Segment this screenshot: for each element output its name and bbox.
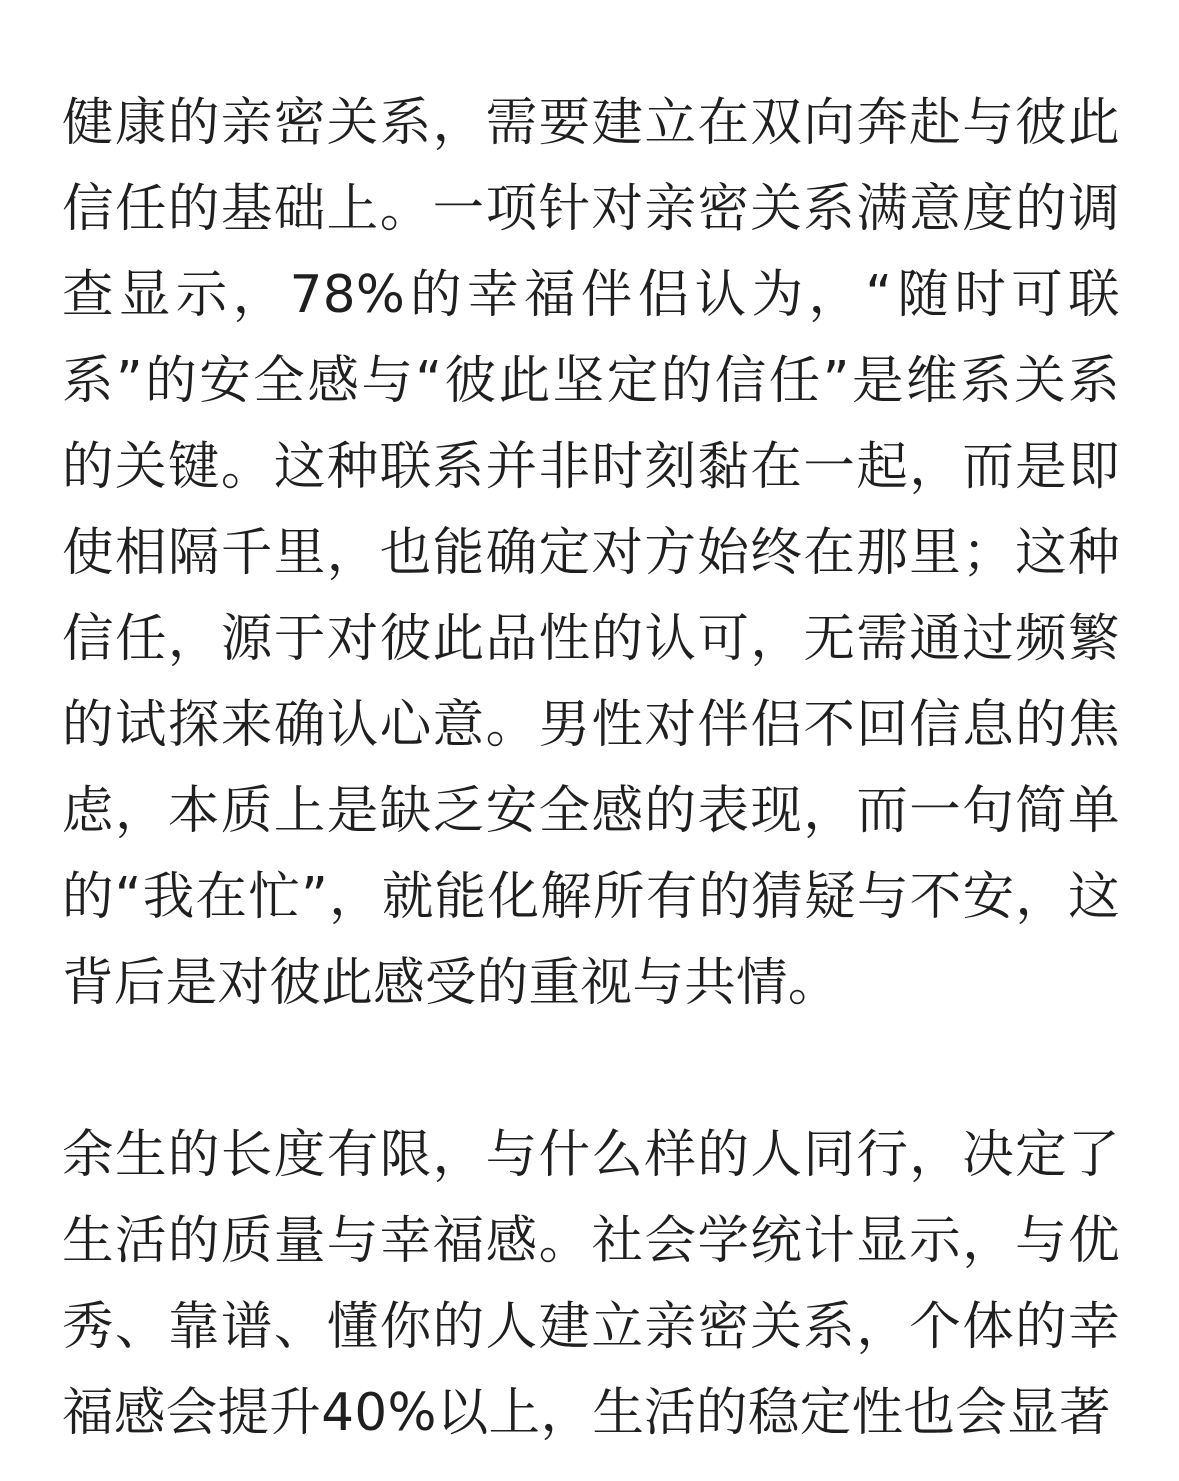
article-body (62, 80, 1120, 1456)
paragraph-life-companion: 余生的长度有限，与什么样的人同行，决定了生活的质量与幸福感。社会学统计显示，与优秀、靠谱、懂你的人建立亲密关系，个体的幸福感会提升40%以上，生活的稳定性也会显著 (62, 1125, 1120, 1443)
paragraph-relationship-trust: 健康的亲密关系，需要建立在双向奔赴与彼此信任的基础上。一项针对亲密关系满意度的调查显示，78%的幸福伴侣认为，“随时可联系”的安全感与“彼此坚定的信任”是维系关系的关键。这种联系并非时刻黏在一起，而是即使相隔千里，也能确定对方始终在那里；这种信任，源于对彼此品性的认可，无需通过频繁的试探来确认心意。男性对伴侣不回信息的焦虑，本质上是缺乏安全感的表现，而一句简单的“我在忙”，就能化解所有的猜疑与不安，这背后是对彼此感受的重视与共情。 (62, 93, 1120, 1013)
